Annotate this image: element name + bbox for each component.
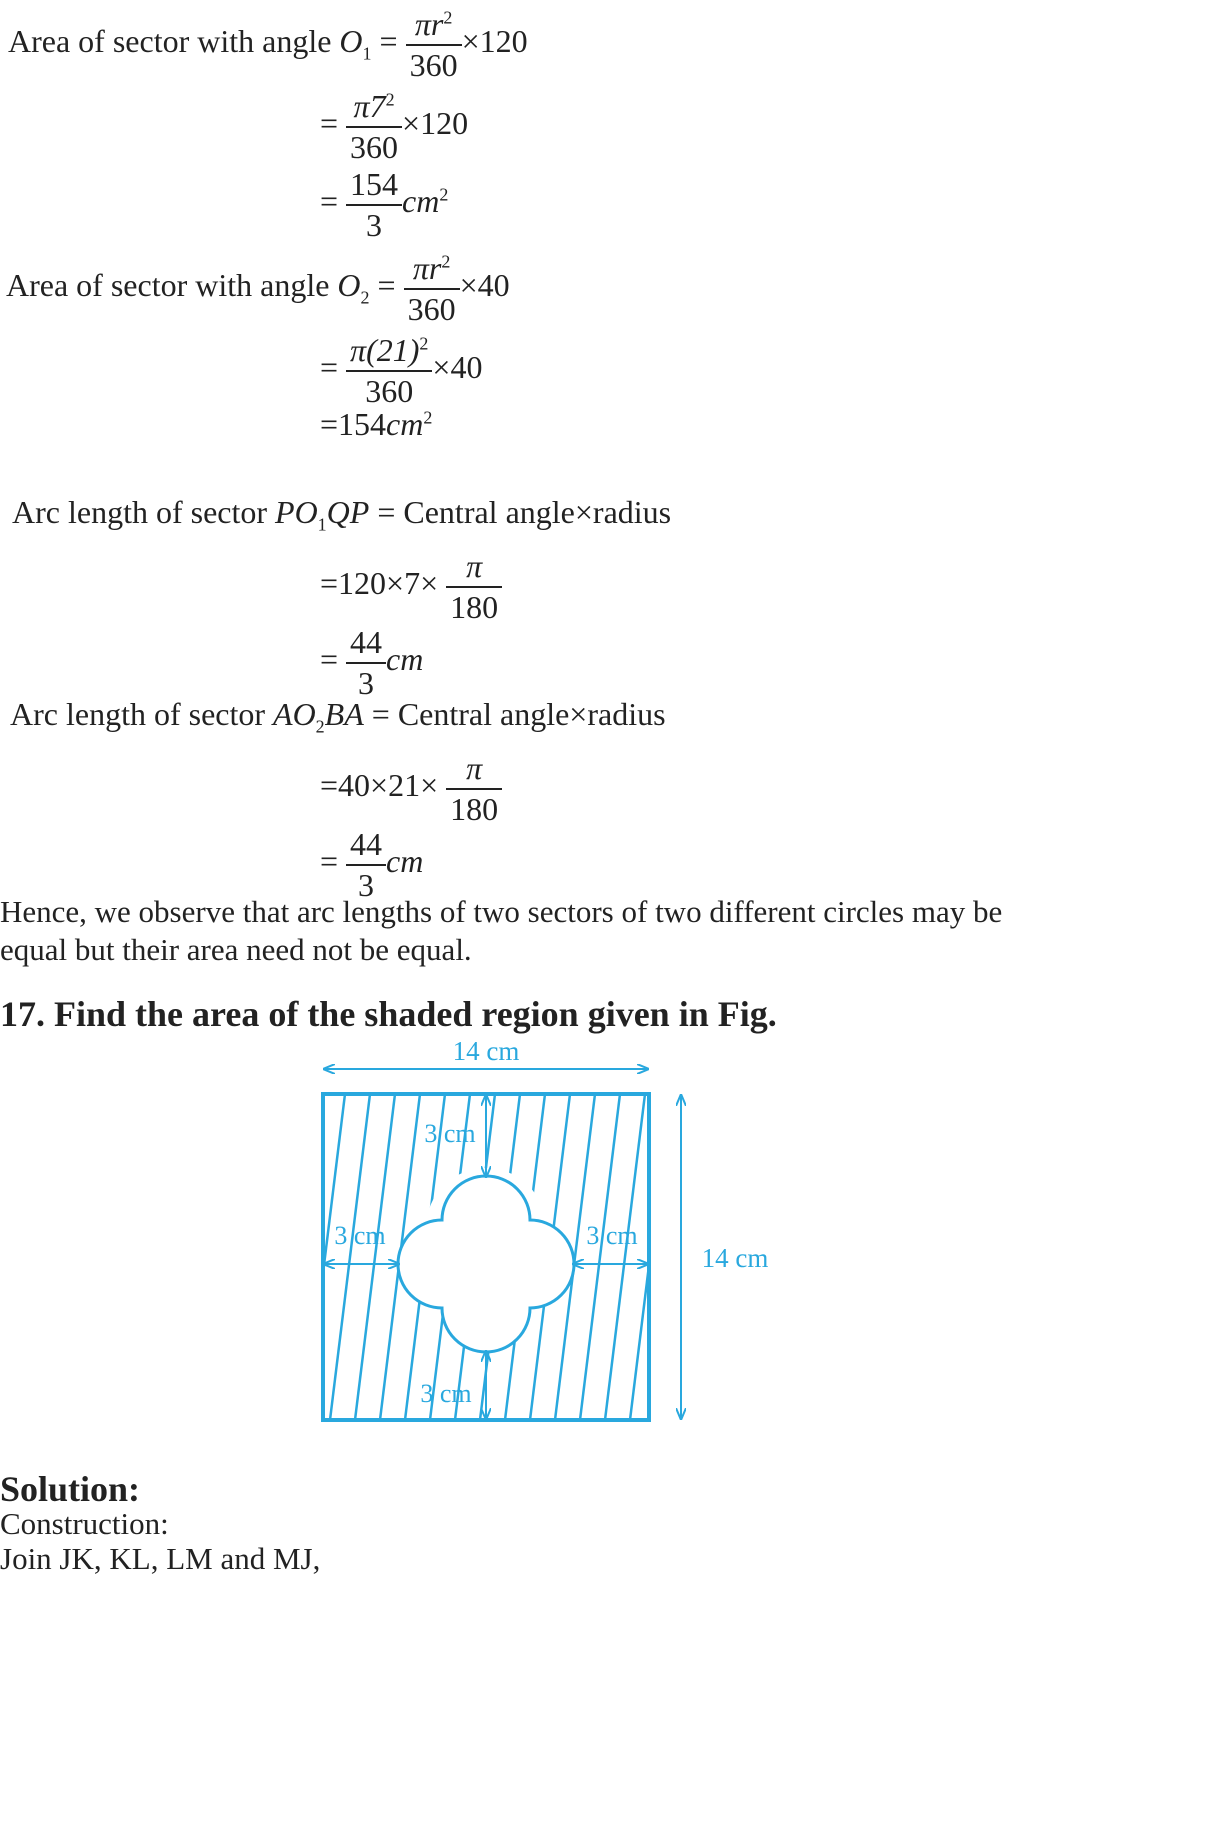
line-4-var: O xyxy=(337,267,361,304)
fraction xyxy=(446,750,502,828)
line-10-var-a: AO xyxy=(273,696,316,732)
fraction xyxy=(406,6,462,84)
fraction xyxy=(346,826,386,904)
expression: =40×21× xyxy=(320,767,439,804)
fraction-denominator: 180 xyxy=(450,790,499,827)
fraction-numerator: πr xyxy=(412,250,442,286)
fraction-numerator: π(21) xyxy=(350,332,420,368)
multiplier: ×120 xyxy=(402,105,469,142)
fraction-numerator: 154 xyxy=(346,166,402,206)
fraction-denominator: 360 xyxy=(365,372,414,409)
unit: cm xyxy=(386,641,424,678)
superscript: 2 xyxy=(439,184,449,205)
superscript: 2 xyxy=(385,89,395,110)
line-2 xyxy=(320,88,468,166)
line-10-sub: 2 xyxy=(315,716,325,737)
conclusion-paragraph: Hence, we observe that arc lengths of two sectors of two different circles may be equal but their area need not be equal. xyxy=(0,894,1003,967)
line-10-rhs: = Central angle×radius xyxy=(371,696,666,732)
solution-heading: Solution: xyxy=(0,1469,141,1509)
equals-sign: = xyxy=(320,641,339,678)
line-7-var-b: QP xyxy=(326,494,370,530)
line-1-var: O xyxy=(339,23,363,60)
line-1-label: Area of sector with angle xyxy=(8,23,332,60)
flower-shape xyxy=(398,1176,574,1352)
line-12 xyxy=(320,826,423,904)
inner-top-label: 3 cm xyxy=(424,1119,476,1148)
solution-line-2: Join JK, KL, LM and MJ, xyxy=(0,1541,321,1576)
fraction xyxy=(404,250,460,328)
expression: =120×7× xyxy=(320,565,439,602)
fraction xyxy=(446,548,502,626)
unit: cm xyxy=(386,843,424,880)
line-1-area-sector-o1 xyxy=(8,6,528,84)
line-11 xyxy=(320,750,502,828)
fraction xyxy=(346,166,402,244)
unit: cm xyxy=(386,406,424,442)
multiplier: ×40 xyxy=(432,349,483,386)
line-4-sub: 2 xyxy=(360,287,370,308)
line-10-arc-length-ao2ba xyxy=(10,698,666,735)
fraction-numerator: π xyxy=(446,548,502,588)
fraction xyxy=(346,624,386,702)
line-4-area-sector-o2 xyxy=(6,250,510,328)
equals-sign: = xyxy=(377,267,396,304)
line-7-var-a: PO xyxy=(275,494,318,530)
equals-sign: = xyxy=(320,183,339,220)
line-6 xyxy=(320,408,432,440)
line-7-arc-length-po1qp xyxy=(12,496,671,533)
superscript: 2 xyxy=(443,7,453,28)
fraction xyxy=(346,88,402,166)
fraction-denominator: 180 xyxy=(450,588,499,625)
fraction-denominator: 3 xyxy=(366,206,383,243)
multiplier: ×120 xyxy=(461,23,528,60)
fraction-numerator: πr xyxy=(414,6,444,42)
fraction-numerator: π7 xyxy=(353,88,386,124)
fraction-numerator: 44 xyxy=(346,624,386,664)
unit: cm xyxy=(402,183,440,220)
equals-sign: = xyxy=(379,23,398,60)
fraction xyxy=(346,332,432,410)
inner-bottom-label: 3 cm xyxy=(420,1379,472,1408)
line-9 xyxy=(320,624,423,702)
figure-shaded-region xyxy=(300,1030,800,1440)
line-1-sub: 1 xyxy=(362,43,372,64)
equals-sign: = xyxy=(320,349,339,386)
fraction-denominator: 3 xyxy=(358,664,375,701)
line-7-rhs: = Central angle×radius xyxy=(377,494,672,530)
fraction-denominator: 360 xyxy=(409,46,458,83)
line-3 xyxy=(320,166,448,244)
line-10-label: Arc length of sector xyxy=(10,696,266,732)
fraction-numerator: π xyxy=(446,750,502,790)
multiplier: ×40 xyxy=(459,267,510,304)
fraction-denominator: 360 xyxy=(407,290,456,327)
equals-sign: = xyxy=(320,105,339,142)
right-dimension-label: 14 cm xyxy=(701,1243,769,1273)
inner-left-label: 3 cm xyxy=(334,1221,386,1250)
fraction-denominator: 360 xyxy=(350,128,399,165)
equals-sign: = xyxy=(320,843,339,880)
line-7-sub: 1 xyxy=(317,514,327,535)
superscript: 2 xyxy=(441,251,451,272)
fraction-numerator: 44 xyxy=(346,826,386,866)
solution-line-1: Construction: xyxy=(0,1506,169,1541)
superscript: 2 xyxy=(423,407,433,428)
line-8 xyxy=(320,548,502,626)
fraction-denominator: 3 xyxy=(358,866,375,903)
line-7-label: Arc length of sector xyxy=(12,494,268,530)
line-4-label: Area of sector with angle xyxy=(6,267,330,304)
line-10-var-b: BA xyxy=(324,696,364,732)
inner-right-label: 3 cm xyxy=(586,1221,638,1250)
top-dimension-label: 14 cm xyxy=(452,1036,520,1066)
question-heading: 17. Find the area of the shaded region given in Fig. xyxy=(0,994,777,1034)
value: =154 xyxy=(320,406,387,442)
superscript: 2 xyxy=(419,333,429,354)
line-5 xyxy=(320,332,482,410)
